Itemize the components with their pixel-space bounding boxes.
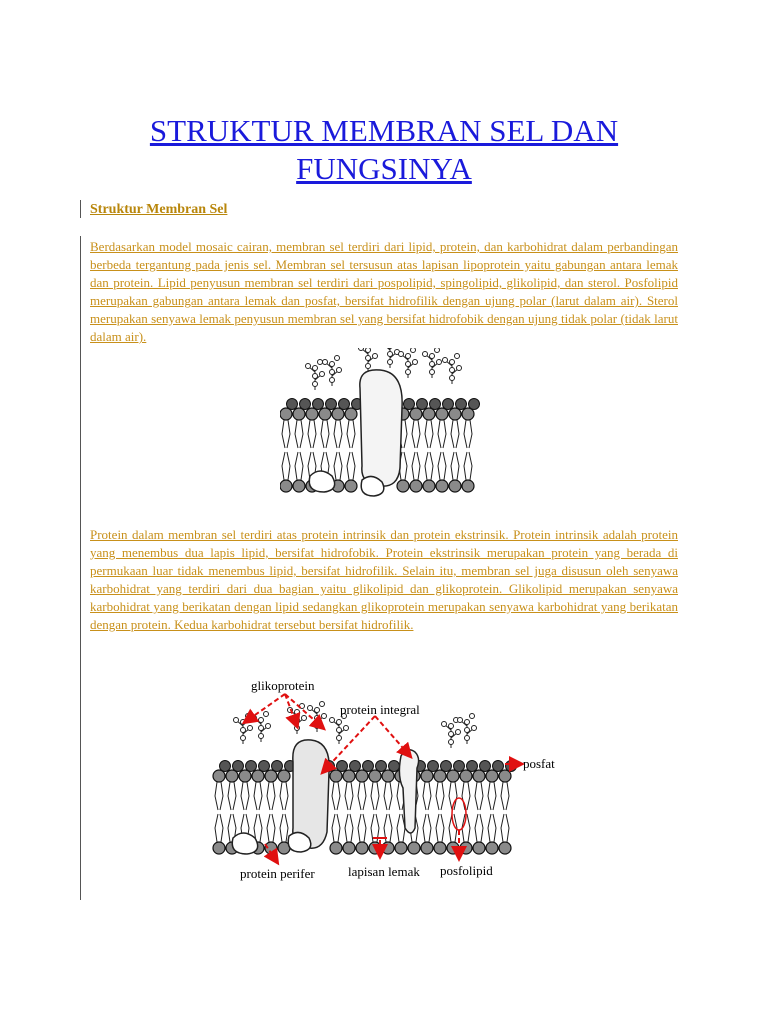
membrane-diagram-1-svg xyxy=(280,348,490,498)
left-margin-rule-body xyxy=(80,236,81,900)
label-posfat: posfat xyxy=(523,756,555,771)
label-protein-perifer: protein perifer xyxy=(240,866,315,881)
peripheral-protein xyxy=(309,471,334,492)
carbohydrate-chain xyxy=(323,356,342,387)
membrane-diagram-1 xyxy=(280,348,490,498)
carbohydrate-chain xyxy=(252,712,271,743)
label-glikoprotein: glikoprotein xyxy=(251,678,315,693)
label-posfolipid: posfolipid xyxy=(440,863,493,878)
carbohydrate-chain xyxy=(442,718,461,749)
carbohydrate-chain xyxy=(330,714,349,745)
label-protein-integral: protein integral xyxy=(340,702,420,717)
carbohydrate-chain xyxy=(288,704,307,735)
paragraph-lipid: Berdasarkan model mosaic cairan, membran sel terdiri dari lipid, protein, dan karbohidrat dalam perbandingan berbeda tergantung pada jenis sel. Membran sel tersusun atas lapisan lipoprotein yaitu gabungan antara lemak dan protein. Lipid penyusun membran sel terdiri dari pospolipid, spingolipid, glikolipid, dan sterol. Posfolipid merupakan gabungan antara lemak dan posfat, bersifat hidrofilik dengan ujung polar (larut dalam air). Sterol merupakan senyawa lemak penyusun membran sel yang bersifat hidrofobik dengan ujung tidak polar (tidak larut dalam air). xyxy=(90,239,678,344)
integral-protein xyxy=(360,370,402,486)
carbohydrate-chain xyxy=(381,348,400,368)
label-lapisan-lemak: lapisan lemak xyxy=(348,864,420,879)
peripheral-protein xyxy=(232,833,257,854)
carbohydrate-chain xyxy=(423,348,442,378)
carbohydrate-chain xyxy=(443,354,462,385)
lipid-bilayer xyxy=(213,761,517,855)
section-heading: Struktur Membran Sel xyxy=(90,202,228,217)
integral-protein-small xyxy=(399,750,418,833)
membrane-diagram-2-svg xyxy=(205,672,565,887)
carbohydrate-chain xyxy=(306,360,325,391)
carbohydrate-chain xyxy=(399,348,418,378)
carbohydrate-chain xyxy=(458,714,477,745)
left-margin-rule-heading xyxy=(80,200,81,218)
carbohydrate-chain xyxy=(359,348,378,372)
membrane-diagram-2 xyxy=(205,672,565,887)
page-title: STRUKTUR MEMBRAN SEL DAN FUNGSINYA xyxy=(149,113,619,186)
paragraph-protein: Protein dalam membran sel terdiri atas protein intrinsik dan protein ekstrinsik. Protein intrinsik adalah protein yang menembus dua lapis lipid, bersifat hidrofobik. Protein ekstrinsik merupakan protein yang berada di permukaan luar tidak menembus lipid, bersifat hidrofilik. Selain itu, membran sel juga disusun oleh senyawa karbohidrat yang terdiri dari dua bagian yaitu glikolipid dan glikoprotein. Glikolipid merupakan senyawa karbohidrat yang berikatan dengan lipid sedangkan glikoprotein merupakan senyawa karbohidrat yang berikatan dengan protein. Kedua karbohidrat tersebut bersifat hidrofilik. xyxy=(90,527,678,632)
